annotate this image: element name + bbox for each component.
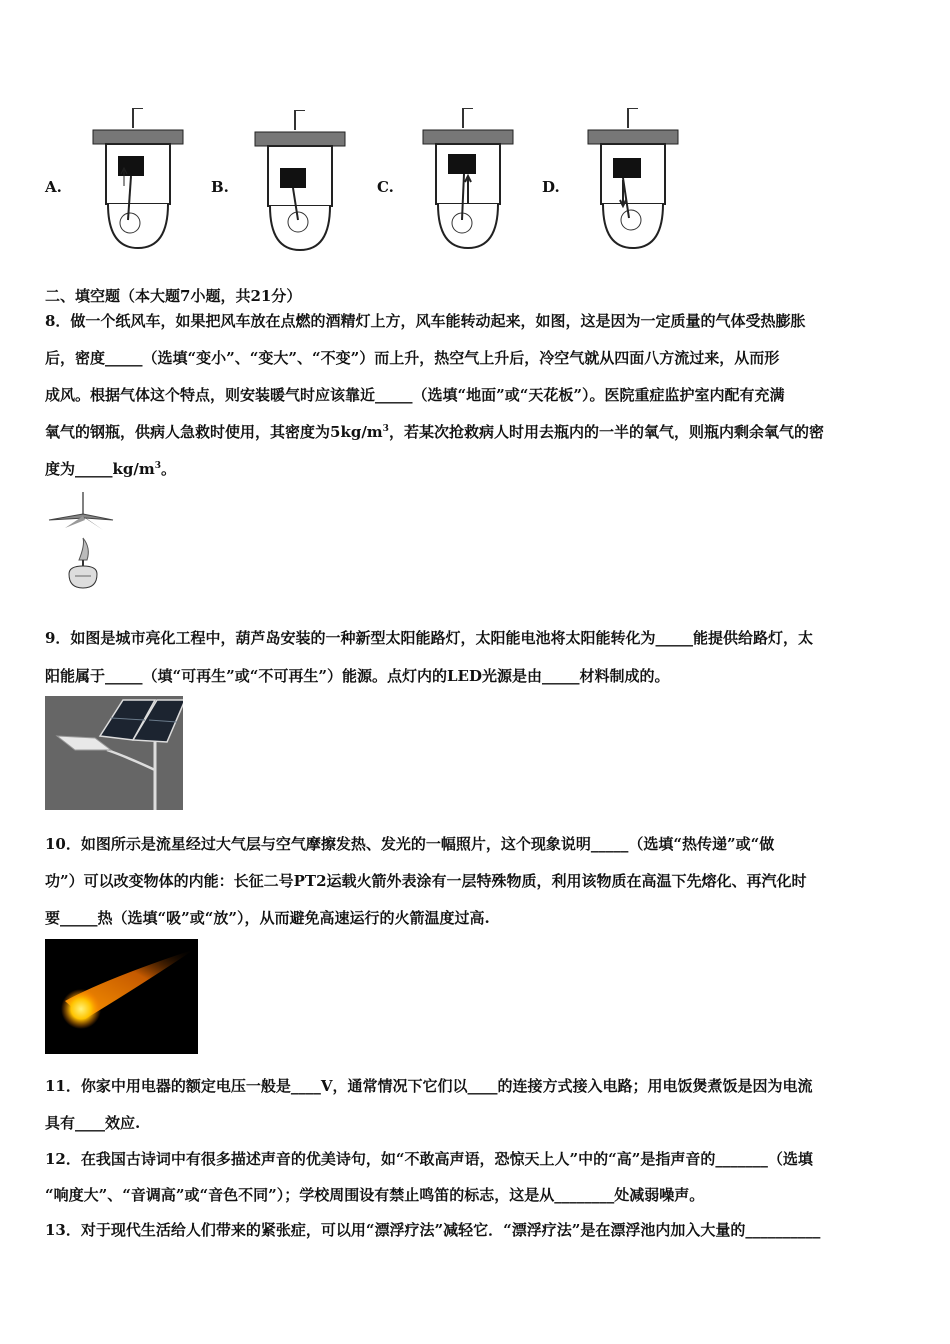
q8-line-4: 氧气的钢瓶，供病人急救时使用，其密度为$5kg/m^3$，若某次抢救病人时用去瓶内的一半的氧气，则瓶内剩余氧气的密: [45, 423, 824, 441]
engine-diagram-b: [250, 110, 350, 255]
q9-line-2: 阳能属于_____（填“可再生”或“不可再生”）能源。点灯内的LED光源是由_____材料制成的。: [45, 667, 670, 685]
option-a-label: A.: [45, 178, 62, 196]
q10-line-2: 功”）可以改变物体的内能：长征二号PT2运载火箭外表涂有一层特殊物质，利用该物质在高温下先熔化、再汽化时: [45, 872, 807, 890]
option-d-label: D.: [542, 178, 560, 196]
q8-line-3: 成风。根据气体这个特点，则安装暖气时应该靠近_____（选填“地面”或“天花板”）。医院重症监护室内配有充满: [45, 386, 785, 404]
q10-line-1: 10．如图所示是流星经过大气层与空气摩擦发热、发光的一幅照片，这个现象说明_____（选填“热传递”或“做: [45, 835, 775, 853]
q13-line-1: 13．对于现代生活给人们带来的紧张症，可以用“漂浮疗法”减轻它．“漂浮疗法”是在漂浮池内加入大量的__________: [45, 1221, 821, 1239]
pinwheel-lamp-figure: [45, 490, 115, 600]
engine-diagram-d: [583, 108, 683, 253]
q12-line-2: “响度大”、“音调高”或“音色不同”）；学校周围设有禁止鸣笛的标志，这是从________处减弱噪声。: [45, 1186, 705, 1204]
q12-line-1: 12．在我国古诗词中有很多描述声音的优美诗句，如“不敢高声语，恐惊天上人”中的“高”是指声音的_______（选填: [45, 1150, 813, 1168]
meteor-photo: [45, 939, 198, 1054]
q8-line-2: 后，密度_____（选填“变小”、“变大”、“不变”）而上升，热空气上升后，冷空气就从四面八方流过来，从而形: [45, 349, 780, 367]
engine-diagram-a: [88, 108, 188, 253]
q8-line-1: 8．做一个纸风车，如果把风车放在点燃的酒精灯上方，风车能转动起来，如图，这是因为一定质量的气体受热膨胀: [45, 312, 806, 330]
solar-street-light-photo: [45, 696, 183, 810]
q10-line-3: 要_____热（选填“吸”或“放”），从而避免高速运行的火箭温度过高.: [45, 909, 490, 927]
engine-diagram-c: [418, 108, 518, 253]
option-c-label: C.: [377, 178, 394, 196]
option-b-label: B.: [211, 178, 229, 196]
q11-line-2: 具有____效应.: [45, 1114, 141, 1132]
section-heading: 二、填空题（本大题7小题，共21分）: [45, 287, 302, 305]
q9-line-1: 9．如图是城市亮化工程中，葫芦岛安装的一种新型太阳能路灯，太阳能电池将太阳能转化为_____能提供给路灯，太: [45, 629, 813, 647]
q8-line-5: 度为$\_\_\_\_\_kg/m^3$。: [45, 460, 177, 478]
q11-line-1: 11．你家中用电器的额定电压一般是____V，通常情况下它们以____的连接方式接入电路；用电饭煲煮饭是因为电流: [45, 1077, 813, 1095]
